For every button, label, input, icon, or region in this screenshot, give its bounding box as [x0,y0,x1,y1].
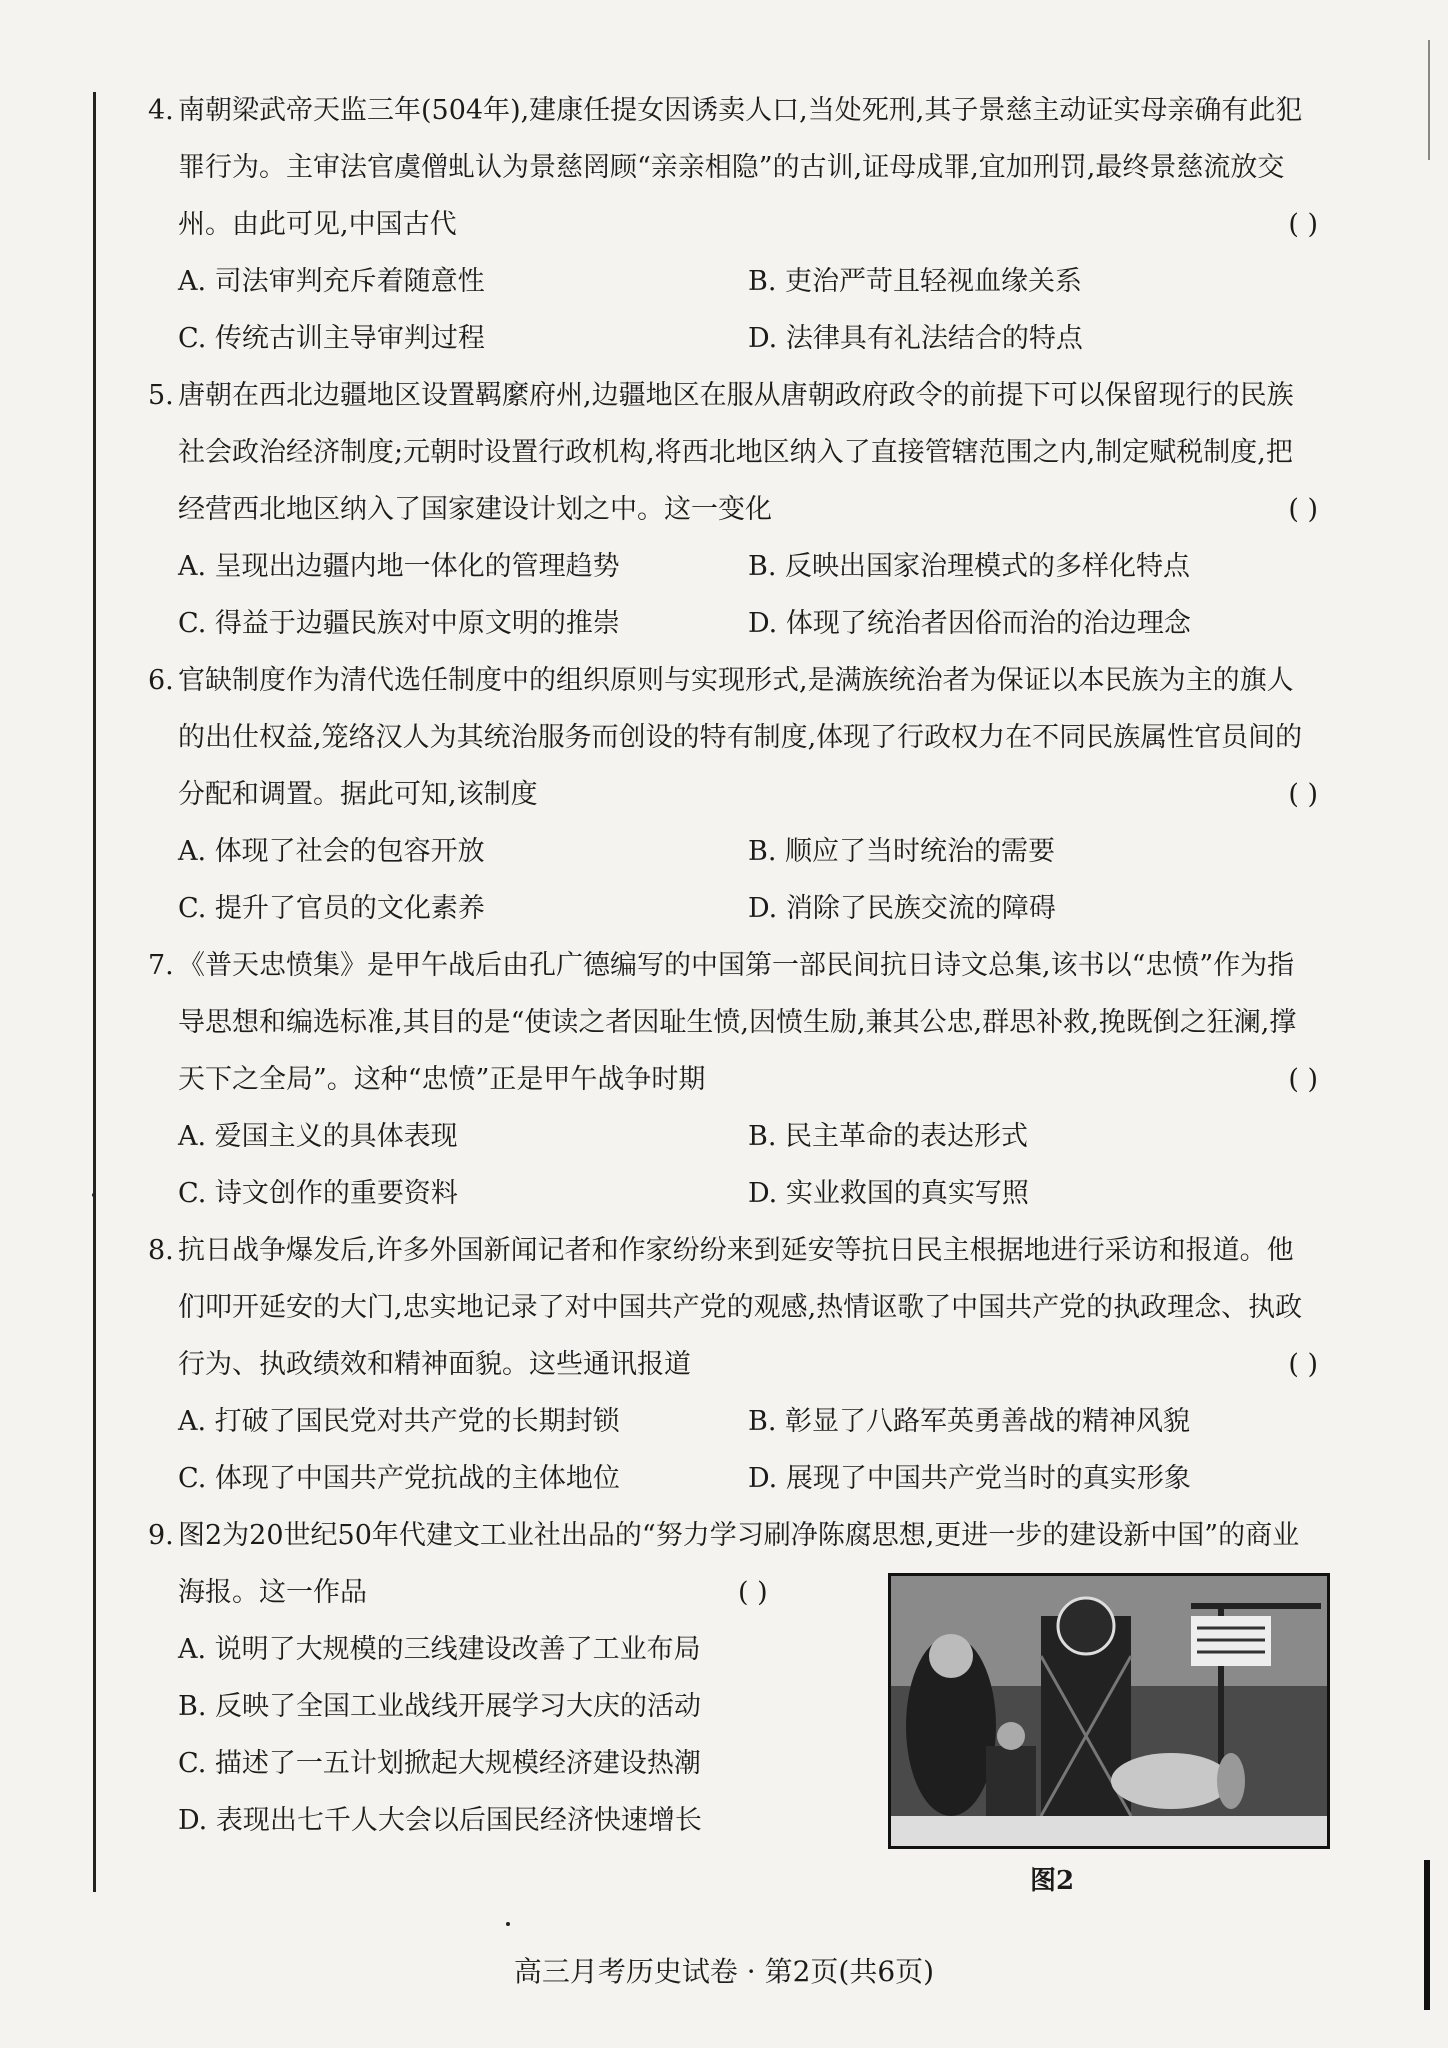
question-number: 7. [148,950,174,981]
margin-line [93,92,96,1892]
scan-dot [92,1193,96,1197]
scan-edge-line [1428,40,1430,160]
question-5 [148,367,1318,652]
question-number: 5. [148,380,174,411]
option-c: C. 传统古训主导审判过程 [178,323,485,354]
question-text: 南朝梁武帝天监三年(504年),建康任提女因诱卖人口,当处死刑,其子景慈主动证实母亲确有此犯罪行为。主审法官虞僧虬认为景慈罔顾“亲亲相隐”的古训,证母成罪,宜加刑罚,最终景慈流放交州。由此可见,中国古代 [178,95,1303,240]
question-text: 抗日战争爆发后,许多外国新闻记者和作家纷纷来到延安等抗日民主根据地进行采访和报道。他们叩开延安的大门,忠实地记录了对中国共产党的观感,热情讴歌了中国共产党的执政理念、执政行为、执政绩效和精神面貌。这些通讯报道 [178,1235,1303,1380]
question-number: 6. [148,665,174,696]
question-4 [148,82,1318,367]
question-text: 唐朝在西北边疆地区设置羁縻府州,边疆地区在服从唐朝政府政令的前提下可以保留现行的民族社会政治经济制度;元朝时设置行政机构,将西北地区纳入了直接管辖范围之内,制定赋税制度,把经营西北地区纳入了国家建设计划之中。这一变化 [178,380,1294,525]
option-a: A. 司法审判充斥着随意性 [178,266,485,297]
question-stem [148,82,1318,253]
option-c: C. 体现了中国共产党抗战的主体地位 [178,1463,620,1494]
answer-paren: ( ) [738,1577,768,1608]
question-stem [148,1222,1318,1393]
option-b: B. 反映出国家治理模式的多样化特点 [748,551,1191,582]
question-text: 《普天忠愤集》是甲午战后由孔广德编写的中国第一部民间抗日诗文总集,该书以“忠愤”作为指导思想和编选标准,其目的是“使读之者因耻生愤,因愤生励,兼其公忠,群思补救,挽既倒之狂澜,撑天下之全局”。这种“忠愤”正是甲午战争时期 [178,950,1297,1095]
answer-paren: ( ) [1288,1349,1318,1380]
option-d: D. 展现了中国共产党当时的真实形象 [748,1463,1191,1494]
page-footer: 高三月考历史试卷 · 第2页(共6页) [513,1955,935,1988]
option-b: B. 顺应了当时统治的需要 [748,836,1056,867]
question-text: 图2为20世纪50年代建文工业社出品的“努力学习刷净陈腐思想,更进一步的建设新中国”的商业海报。这一作品 [178,1520,1300,1608]
question-stem [148,367,1318,538]
option-d: D. 法律具有礼法结合的特点 [748,323,1083,354]
option-c: C. 描述了一五计划掀起大规模经济建设热潮 [178,1748,701,1779]
option-c: C. 诗文创作的重要资料 [178,1178,458,1209]
poster-image [888,1573,1330,1849]
question-stem [148,937,1318,1108]
option-d: D. 体现了统治者因俗而治的治边理念 [748,608,1191,639]
option-d: D. 表现出七千人大会以后国民经济快速增长 [178,1805,702,1836]
question-7 [148,937,1318,1222]
question-text: 官缺制度作为清代选任制度中的组织原则与实现形式,是满族统治者为保证以本民族为主的旗人的出仕权益,笼络汉人为其统治服务而创设的特有制度,体现了行政权力在不同民族属性官员间的分配和调置。据此可知,该制度 [178,665,1303,810]
question-number: 8. [148,1235,174,1266]
question-number: 9. [148,1520,174,1551]
question-6 [148,652,1318,937]
answer-paren: ( ) [1288,1064,1318,1095]
option-d: D. 实业救国的真实写照 [748,1178,1029,1209]
answer-paren: ( ) [1288,494,1318,525]
option-a: A. 呈现出边疆内地一体化的管理趋势 [178,551,620,582]
option-d: D. 消除了民族交流的障碍 [748,893,1056,924]
option-a: A. 爱国主义的具体表现 [178,1121,458,1152]
figure-caption: 图2 [1030,1866,1075,1896]
option-a: A. 体现了社会的包容开放 [178,836,485,867]
question-number: 4. [148,95,174,126]
option-b: B. 反映了全国工业战线开展学习大庆的活动 [178,1691,702,1722]
option-a: A. 说明了大规模的三线建设改善了工业布局 [178,1634,701,1665]
question-stem [148,652,1318,823]
question-8 [148,1222,1318,1507]
option-b: B. 吏治严苛且轻视血缘关系 [748,266,1083,297]
answer-paren: ( ) [1288,209,1318,240]
option-c: C. 提升了官员的文化素养 [178,893,485,924]
scan-dot [506,1922,510,1926]
answer-paren: ( ) [1288,779,1318,810]
option-b: B. 彰显了八路军英勇善战的精神风貌 [748,1406,1191,1437]
poster-illustration-icon [891,1576,1327,1846]
option-c: C. 得益于边疆民族对中原文明的推崇 [178,608,620,639]
option-a: A. 打破了国民党对共产党的长期封锁 [178,1406,620,1437]
option-b: B. 民主革命的表达形式 [748,1121,1029,1152]
